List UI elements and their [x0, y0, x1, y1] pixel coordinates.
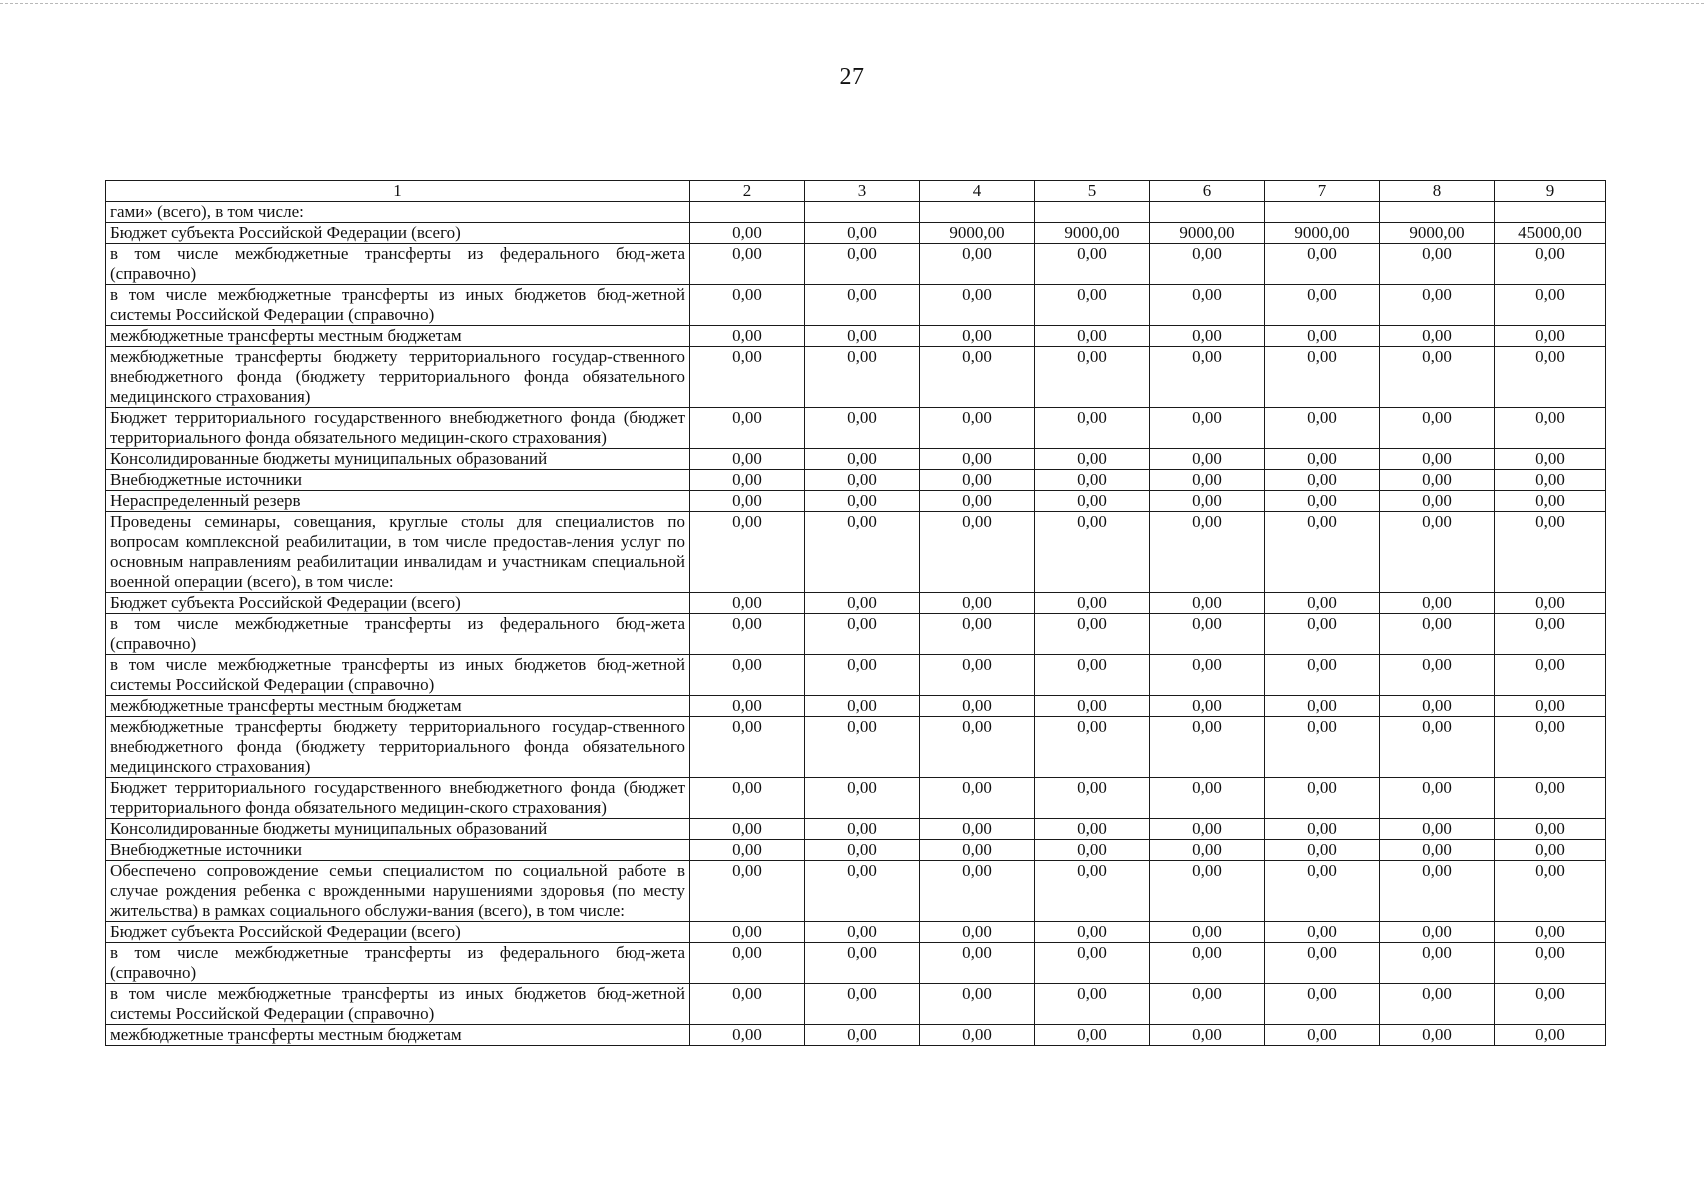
value-cell: 0,00 [920, 861, 1035, 922]
value-cell: 0,00 [1265, 840, 1380, 861]
value-cell: 0,00 [690, 655, 805, 696]
value-cell: 0,00 [1380, 491, 1495, 512]
value-cell: 0,00 [1265, 491, 1380, 512]
value-cell: 0,00 [805, 593, 920, 614]
value-cell: 0,00 [1150, 326, 1265, 347]
value-cell: 0,00 [1150, 593, 1265, 614]
table-row [106, 717, 1606, 778]
value-cell [1035, 202, 1150, 223]
value-cell: 0,00 [805, 326, 920, 347]
table-row [106, 984, 1606, 1025]
row-label: в том числе межбюджетные трансферты из иных бюджетов бюд-жетной системы Российской Федерации (справочно) [106, 655, 690, 696]
value-cell: 0,00 [1380, 408, 1495, 449]
value-cell: 0,00 [1380, 778, 1495, 819]
value-cell: 0,00 [1495, 347, 1606, 408]
value-cell: 0,00 [920, 244, 1035, 285]
value-cell: 0,00 [1495, 778, 1606, 819]
value-cell: 0,00 [805, 285, 920, 326]
value-cell: 0,00 [1380, 943, 1495, 984]
value-cell: 0,00 [1495, 840, 1606, 861]
value-cell: 0,00 [1150, 840, 1265, 861]
value-cell [1380, 202, 1495, 223]
value-cell: 0,00 [1150, 449, 1265, 470]
value-cell: 0,00 [1495, 1025, 1606, 1046]
value-cell: 0,00 [805, 922, 920, 943]
value-cell: 0,00 [1150, 819, 1265, 840]
value-cell: 0,00 [1150, 943, 1265, 984]
row-label: гами» (всего), в том числе: [106, 202, 690, 223]
value-cell: 0,00 [1495, 593, 1606, 614]
value-cell: 0,00 [1495, 614, 1606, 655]
value-cell: 0,00 [1380, 840, 1495, 861]
value-cell: 0,00 [1495, 655, 1606, 696]
value-cell: 0,00 [1380, 470, 1495, 491]
value-cell [690, 202, 805, 223]
value-cell [1150, 202, 1265, 223]
value-cell: 0,00 [1380, 449, 1495, 470]
value-cell: 0,00 [690, 223, 805, 244]
value-cell: 0,00 [1265, 1025, 1380, 1046]
value-cell: 0,00 [920, 285, 1035, 326]
row-label: Бюджет субъекта Российской Федерации (всего) [106, 593, 690, 614]
value-cell: 0,00 [920, 984, 1035, 1025]
value-cell: 0,00 [1035, 943, 1150, 984]
row-label: в том числе межбюджетные трансферты из федерального бюд-жета (справочно) [106, 244, 690, 285]
value-cell: 9000,00 [1265, 223, 1380, 244]
value-cell: 0,00 [1035, 614, 1150, 655]
value-cell: 0,00 [1495, 922, 1606, 943]
table-row [106, 614, 1606, 655]
table-row [106, 778, 1606, 819]
value-cell: 0,00 [805, 223, 920, 244]
table-row [106, 1025, 1606, 1046]
value-cell: 0,00 [805, 819, 920, 840]
value-cell: 0,00 [1265, 244, 1380, 285]
value-cell: 0,00 [1150, 1025, 1265, 1046]
value-cell: 0,00 [1380, 922, 1495, 943]
value-cell: 0,00 [805, 778, 920, 819]
value-cell: 0,00 [690, 347, 805, 408]
table-row [106, 202, 1606, 223]
value-cell: 0,00 [1265, 470, 1380, 491]
value-cell: 0,00 [805, 449, 920, 470]
table-row [106, 840, 1606, 861]
value-cell: 0,00 [920, 778, 1035, 819]
value-cell: 0,00 [1150, 244, 1265, 285]
value-cell: 0,00 [1265, 347, 1380, 408]
value-cell: 0,00 [1265, 614, 1380, 655]
value-cell: 0,00 [1495, 244, 1606, 285]
value-cell: 0,00 [805, 984, 920, 1025]
value-cell: 0,00 [1380, 614, 1495, 655]
value-cell: 0,00 [805, 840, 920, 861]
value-cell: 0,00 [1265, 861, 1380, 922]
value-cell: 0,00 [1150, 408, 1265, 449]
column-header: 7 [1265, 181, 1380, 202]
value-cell: 0,00 [1150, 655, 1265, 696]
row-label: Бюджет субъекта Российской Федерации (всего) [106, 922, 690, 943]
value-cell: 0,00 [1150, 512, 1265, 593]
table-row [106, 491, 1606, 512]
value-cell [1265, 202, 1380, 223]
value-cell: 0,00 [805, 491, 920, 512]
value-cell: 0,00 [805, 696, 920, 717]
value-cell: 0,00 [1380, 696, 1495, 717]
table-row [106, 861, 1606, 922]
value-cell: 0,00 [1035, 861, 1150, 922]
column-header: 2 [690, 181, 805, 202]
value-cell: 0,00 [1495, 512, 1606, 593]
value-cell: 9000,00 [1035, 223, 1150, 244]
value-cell: 0,00 [1495, 470, 1606, 491]
budget-table [105, 180, 1606, 1046]
column-header: 8 [1380, 181, 1495, 202]
value-cell: 9000,00 [1150, 223, 1265, 244]
value-cell: 0,00 [805, 408, 920, 449]
row-label: в том числе межбюджетные трансферты из федерального бюд-жета (справочно) [106, 943, 690, 984]
row-label: Бюджет территориального государственного внебюджетного фонда (бюджет территориального фонда обязательного медицин-ского страхования) [106, 408, 690, 449]
value-cell: 0,00 [690, 943, 805, 984]
value-cell: 0,00 [1495, 943, 1606, 984]
value-cell: 0,00 [1380, 861, 1495, 922]
value-cell: 0,00 [1150, 491, 1265, 512]
value-cell: 0,00 [1380, 347, 1495, 408]
table-row [106, 819, 1606, 840]
table-row [106, 943, 1606, 984]
value-cell: 0,00 [1035, 778, 1150, 819]
value-cell: 9000,00 [1380, 223, 1495, 244]
value-cell: 0,00 [1035, 491, 1150, 512]
value-cell: 0,00 [1150, 861, 1265, 922]
value-cell: 0,00 [1265, 593, 1380, 614]
value-cell: 0,00 [1495, 696, 1606, 717]
value-cell: 0,00 [1035, 696, 1150, 717]
table-row [106, 347, 1606, 408]
top-edge-rule [0, 3, 1704, 4]
value-cell: 0,00 [690, 1025, 805, 1046]
value-cell: 0,00 [920, 491, 1035, 512]
value-cell: 0,00 [690, 984, 805, 1025]
column-header: 3 [805, 181, 920, 202]
page-number: 27 [839, 64, 865, 90]
value-cell: 0,00 [690, 861, 805, 922]
value-cell: 0,00 [690, 285, 805, 326]
value-cell: 0,00 [1150, 717, 1265, 778]
value-cell: 0,00 [1150, 778, 1265, 819]
value-cell: 0,00 [1035, 449, 1150, 470]
value-cell: 0,00 [1035, 347, 1150, 408]
value-cell: 0,00 [1265, 717, 1380, 778]
value-cell: 0,00 [1380, 285, 1495, 326]
value-cell: 0,00 [690, 696, 805, 717]
row-label: Бюджет территориального государственного внебюджетного фонда (бюджет территориального фонда обязательного медицин-ского страхования) [106, 778, 690, 819]
value-cell: 0,00 [1035, 655, 1150, 696]
table-row [106, 244, 1606, 285]
value-cell: 0,00 [690, 614, 805, 655]
value-cell: 0,00 [690, 840, 805, 861]
value-cell: 0,00 [1380, 593, 1495, 614]
value-cell: 0,00 [1035, 326, 1150, 347]
value-cell: 0,00 [920, 840, 1035, 861]
row-label: межбюджетные трансферты местным бюджетам [106, 696, 690, 717]
value-cell: 0,00 [1265, 655, 1380, 696]
row-label: в том числе межбюджетные трансферты из федерального бюд-жета (справочно) [106, 614, 690, 655]
value-cell: 0,00 [920, 449, 1035, 470]
column-header: 6 [1150, 181, 1265, 202]
value-cell: 0,00 [1035, 285, 1150, 326]
value-cell: 45000,00 [1495, 223, 1606, 244]
value-cell: 0,00 [1150, 614, 1265, 655]
value-cell: 0,00 [1035, 840, 1150, 861]
row-label: Внебюджетные источники [106, 840, 690, 861]
value-cell: 0,00 [920, 593, 1035, 614]
value-cell: 0,00 [1380, 326, 1495, 347]
value-cell: 0,00 [690, 512, 805, 593]
row-label: Внебюджетные источники [106, 470, 690, 491]
value-cell: 0,00 [1150, 347, 1265, 408]
value-cell: 0,00 [1035, 922, 1150, 943]
value-cell [1495, 202, 1606, 223]
value-cell: 0,00 [920, 943, 1035, 984]
value-cell: 0,00 [1380, 244, 1495, 285]
row-label: в том числе межбюджетные трансферты из иных бюджетов бюд-жетной системы Российской Федерации (справочно) [106, 984, 690, 1025]
value-cell: 0,00 [805, 655, 920, 696]
row-label: в том числе межбюджетные трансферты из иных бюджетов бюд-жетной системы Российской Федерации (справочно) [106, 285, 690, 326]
value-cell: 0,00 [1380, 655, 1495, 696]
value-cell: 0,00 [1265, 696, 1380, 717]
value-cell: 0,00 [1265, 922, 1380, 943]
table-row [106, 449, 1606, 470]
value-cell: 0,00 [1035, 984, 1150, 1025]
table-row [106, 512, 1606, 593]
table-row [106, 408, 1606, 449]
value-cell: 0,00 [1035, 593, 1150, 614]
value-cell: 0,00 [1380, 819, 1495, 840]
value-cell: 0,00 [805, 244, 920, 285]
value-cell: 0,00 [805, 943, 920, 984]
value-cell: 0,00 [920, 819, 1035, 840]
value-cell: 0,00 [1265, 778, 1380, 819]
value-cell: 0,00 [1265, 512, 1380, 593]
table-row [106, 223, 1606, 244]
row-label: межбюджетные трансферты местным бюджетам [106, 1025, 690, 1046]
value-cell: 0,00 [1495, 819, 1606, 840]
value-cell [805, 202, 920, 223]
column-header: 4 [920, 181, 1035, 202]
value-cell: 0,00 [1035, 819, 1150, 840]
row-label: межбюджетные трансферты местным бюджетам [106, 326, 690, 347]
value-cell: 0,00 [1035, 408, 1150, 449]
value-cell: 0,00 [690, 593, 805, 614]
table-row [106, 696, 1606, 717]
value-cell: 0,00 [690, 408, 805, 449]
value-cell: 0,00 [1495, 491, 1606, 512]
value-cell: 0,00 [805, 861, 920, 922]
value-cell: 0,00 [920, 347, 1035, 408]
value-cell: 0,00 [1150, 696, 1265, 717]
value-cell: 0,00 [1495, 408, 1606, 449]
value-cell: 0,00 [805, 1025, 920, 1046]
table-body [106, 202, 1606, 1046]
value-cell: 0,00 [690, 778, 805, 819]
value-cell: 0,00 [690, 717, 805, 778]
value-cell: 0,00 [690, 449, 805, 470]
value-cell: 9000,00 [920, 223, 1035, 244]
header-row [106, 181, 1606, 202]
value-cell: 0,00 [1035, 244, 1150, 285]
value-cell: 0,00 [1035, 717, 1150, 778]
value-cell: 0,00 [805, 717, 920, 778]
table-row [106, 326, 1606, 347]
column-header: 1 [106, 181, 690, 202]
value-cell: 0,00 [920, 1025, 1035, 1046]
row-label: Нераспределенный резерв [106, 491, 690, 512]
value-cell: 0,00 [1495, 984, 1606, 1025]
value-cell: 0,00 [1265, 449, 1380, 470]
value-cell: 0,00 [690, 819, 805, 840]
value-cell: 0,00 [1265, 408, 1380, 449]
value-cell: 0,00 [1150, 285, 1265, 326]
value-cell: 0,00 [1495, 326, 1606, 347]
value-cell: 0,00 [920, 696, 1035, 717]
value-cell: 0,00 [920, 512, 1035, 593]
value-cell: 0,00 [1495, 717, 1606, 778]
table-row [106, 593, 1606, 614]
value-cell: 0,00 [920, 614, 1035, 655]
value-cell: 0,00 [1035, 512, 1150, 593]
value-cell: 0,00 [805, 470, 920, 491]
value-cell: 0,00 [920, 326, 1035, 347]
table-row [106, 655, 1606, 696]
value-cell: 0,00 [1495, 861, 1606, 922]
row-label: Обеспечено сопровождение семьи специалистом по социальной работе в случае рождения ребенка с врожденными нарушениями здоровья (по месту жительства) в рамках социального обслужи-вания (всего), в том числе: [106, 861, 690, 922]
value-cell: 0,00 [1495, 449, 1606, 470]
column-header: 9 [1495, 181, 1606, 202]
value-cell: 0,00 [920, 655, 1035, 696]
value-cell: 0,00 [690, 326, 805, 347]
value-cell: 0,00 [920, 922, 1035, 943]
value-cell: 0,00 [1265, 819, 1380, 840]
value-cell [920, 202, 1035, 223]
row-label: Бюджет субъекта Российской Федерации (всего) [106, 223, 690, 244]
column-header: 5 [1035, 181, 1150, 202]
row-label: Консолидированные бюджеты муниципальных образований [106, 449, 690, 470]
value-cell: 0,00 [1150, 470, 1265, 491]
value-cell: 0,00 [920, 470, 1035, 491]
value-cell: 0,00 [690, 470, 805, 491]
value-cell: 0,00 [1035, 1025, 1150, 1046]
value-cell: 0,00 [805, 614, 920, 655]
value-cell: 0,00 [1380, 984, 1495, 1025]
value-cell: 0,00 [1265, 285, 1380, 326]
value-cell: 0,00 [1380, 512, 1495, 593]
row-label: межбюджетные трансферты бюджету территориального государ-ственного внебюджетного фонда (бюджету территориального фонда обязательного медицинского страхования) [106, 347, 690, 408]
value-cell: 0,00 [1380, 717, 1495, 778]
value-cell: 0,00 [805, 347, 920, 408]
value-cell: 0,00 [690, 922, 805, 943]
value-cell: 0,00 [1150, 984, 1265, 1025]
value-cell: 0,00 [1380, 1025, 1495, 1046]
row-label: Консолидированные бюджеты муниципальных образований [106, 819, 690, 840]
table-row [106, 285, 1606, 326]
value-cell: 0,00 [1265, 984, 1380, 1025]
table-row [106, 470, 1606, 491]
value-cell: 0,00 [1265, 326, 1380, 347]
row-label: Проведены семинары, совещания, круглые столы для специалистов по вопросам комплексной реабилитации, в том числе предостав-ления услуг по основным направлениям реабилитации инвалидам и участникам специальной военной операции (всего), в том числе: [106, 512, 690, 593]
value-cell: 0,00 [690, 244, 805, 285]
value-cell: 0,00 [1035, 470, 1150, 491]
table-row [106, 922, 1606, 943]
value-cell: 0,00 [1150, 922, 1265, 943]
value-cell: 0,00 [690, 491, 805, 512]
value-cell: 0,00 [920, 717, 1035, 778]
value-cell: 0,00 [920, 408, 1035, 449]
value-cell: 0,00 [805, 512, 920, 593]
row-label: межбюджетные трансферты бюджету территориального государ-ственного внебюджетного фонда (бюджету территориального фонда обязательного медицинского страхования) [106, 717, 690, 778]
value-cell: 0,00 [1265, 943, 1380, 984]
value-cell: 0,00 [1495, 285, 1606, 326]
